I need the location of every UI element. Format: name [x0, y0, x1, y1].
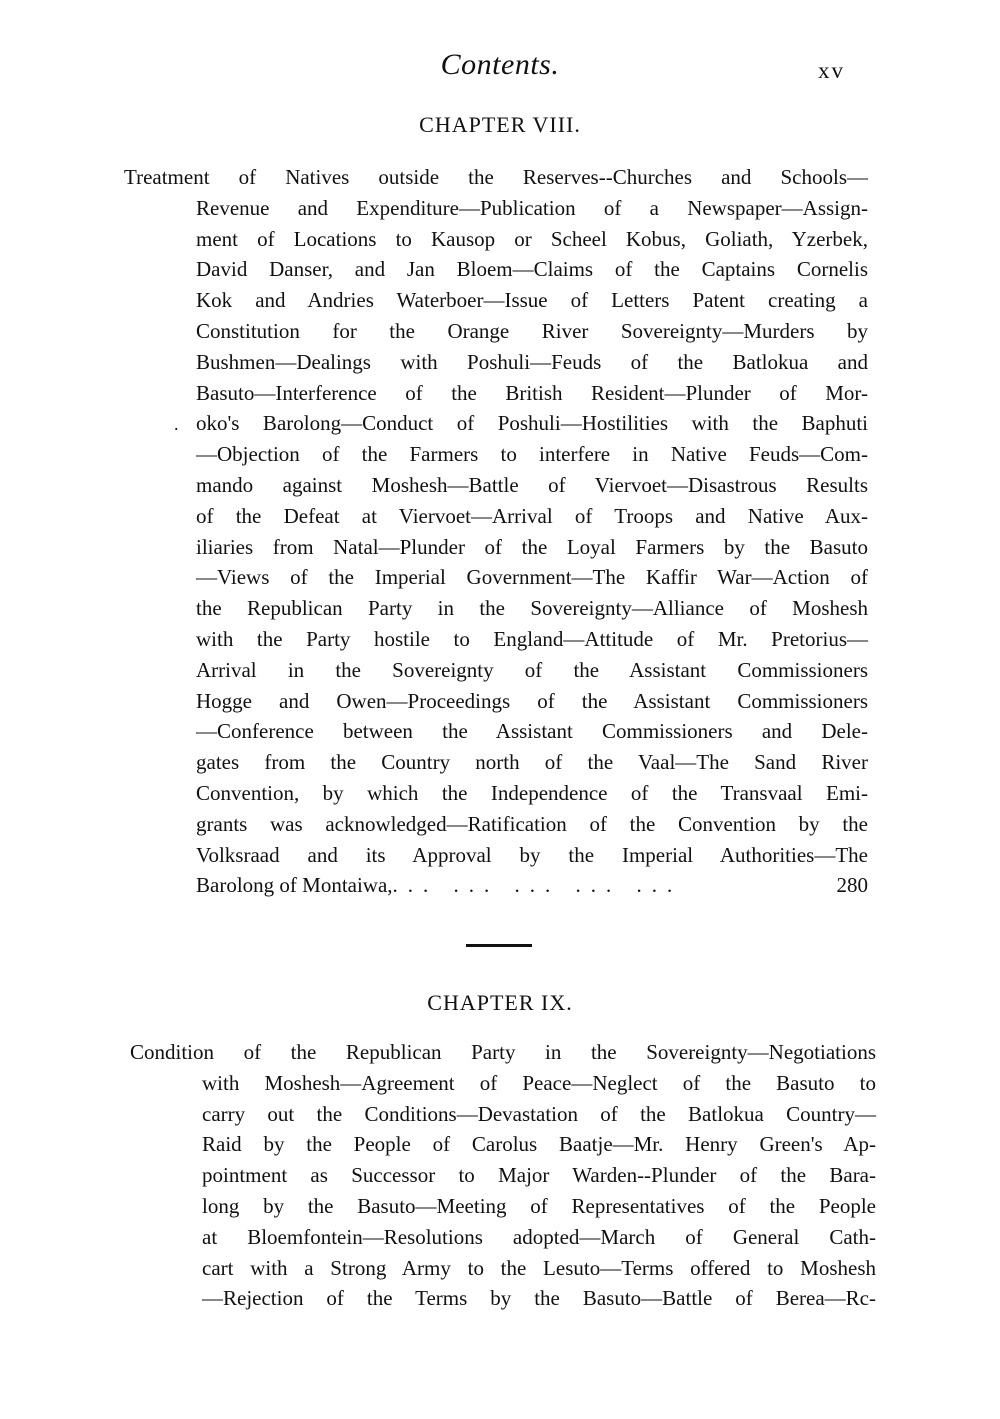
summary-line: Bushmen—Dealings with Poshuli—Feuds of the Batlokua and [196, 349, 868, 374]
summary-line: cart with a Strong Army to the Lesuto—Terms offered to Moshesh [202, 1255, 876, 1280]
summary-line: —Rejection of the Terms by the Basuto—Battle of Berea—Rc- [202, 1286, 876, 1311]
summary-line: oko's Barolong—Conduct of Poshuli—Hostilities with the Baphuti [196, 411, 868, 436]
page-reference: 280 [836, 873, 868, 898]
summary-line: —Conference between the Assistant Commissioners and Dele- [196, 719, 868, 744]
summary-line: Convention, by which the Independence of the Transvaal Emi- [196, 780, 868, 805]
stray-mark: . [174, 414, 179, 434]
chapter-9-heading: CHAPTER IX. [427, 990, 573, 1015]
chapter-8-heading: CHAPTER VIII. [419, 112, 581, 137]
chapter-9-summary [130, 1037, 876, 1314]
summary-line: at Bloemfontein—Resolutions adopted—March of General Cath- [202, 1224, 876, 1249]
summary-line: David Danser, and Jan Bloem—Claims of the Captains Cornelis [196, 257, 868, 282]
summary-line: carry out the Conditions—Devastation of the Batlokua Country— [202, 1101, 876, 1126]
summary-line: pointment as Successor to Major Warden--Plunder of the Bara- [202, 1163, 876, 1188]
summary-line: Arrival in the Sovereignty of the Assistant Commissioners [196, 657, 868, 682]
summary-line: Revenue and Expenditure—Publication of a Newspaper—Assign- [196, 195, 868, 220]
dot-leader: ... ... ... ... ... [392, 873, 683, 898]
summary-line: of the Defeat at Viervoet—Arrival of Troops and Native Aux- [196, 503, 868, 528]
summary-line: Raid by the People of Carolus Baatje—Mr. Henry Green's Ap- [202, 1132, 876, 1157]
summary-line: Treatment of Natives outside the Reserves--Churches and Schools— [124, 165, 868, 189]
summary-line: Basuto—Interference of the British Resident—Plunder of Mor- [196, 380, 868, 405]
summary-final-text: Barolong of Montaiwa, [196, 873, 393, 898]
summary-line: Constitution for the Orange River Sovereignty—Murders by [196, 318, 868, 343]
chapter-8-summary [124, 162, 868, 901]
summary-line: iliaries from Natal—Plunder of the Loyal Farmers by the Basuto [196, 534, 868, 559]
summary-line: with the Party hostile to England—Attitude of Mr. Pretorius— [196, 626, 868, 651]
summary-line: Volksraad and its Approval by the Imperial Authorities—The [196, 842, 868, 867]
summary-line: Kok and Andries Waterboer—Issue of Letters Patent creating a [196, 288, 868, 313]
summary-line: Hogge and Owen—Proceedings of the Assistant Commissioners [196, 688, 868, 713]
summary-line: long by the Basuto—Meeting of Representatives of the People [202, 1193, 876, 1218]
summary-line: with Moshesh—Agreement of Peace—Neglect of the Basuto to [202, 1070, 876, 1095]
running-title: Contents. [440, 48, 560, 81]
summary-line: the Republican Party in the Sovereignty—Alliance of Moshesh [196, 596, 868, 621]
summary-line: gates from the Country north of the Vaal—The Sand River [196, 750, 868, 775]
summary-line: Condition of the Republican Party in the Sovereignty—Negotiations [130, 1040, 876, 1064]
summary-line: mando against Moshesh—Battle of Viervoet—Disastrous Results [196, 472, 868, 497]
summary-line: —Objection of the Farmers to interfere in Native Feuds—Com- [196, 442, 868, 467]
section-divider [466, 944, 532, 947]
summary-line: —Views of the Imperial Government—The Kaffir War—Action of [196, 565, 868, 590]
summary-final-line [124, 870, 868, 901]
summary-line: grants was acknowledged—Ratification of the Convention by the [196, 811, 868, 836]
page-number: xv [818, 58, 845, 83]
summary-line: ment of Locations to Kausop or Scheel Kobus, Goliath, Yzerbek, [196, 226, 868, 251]
